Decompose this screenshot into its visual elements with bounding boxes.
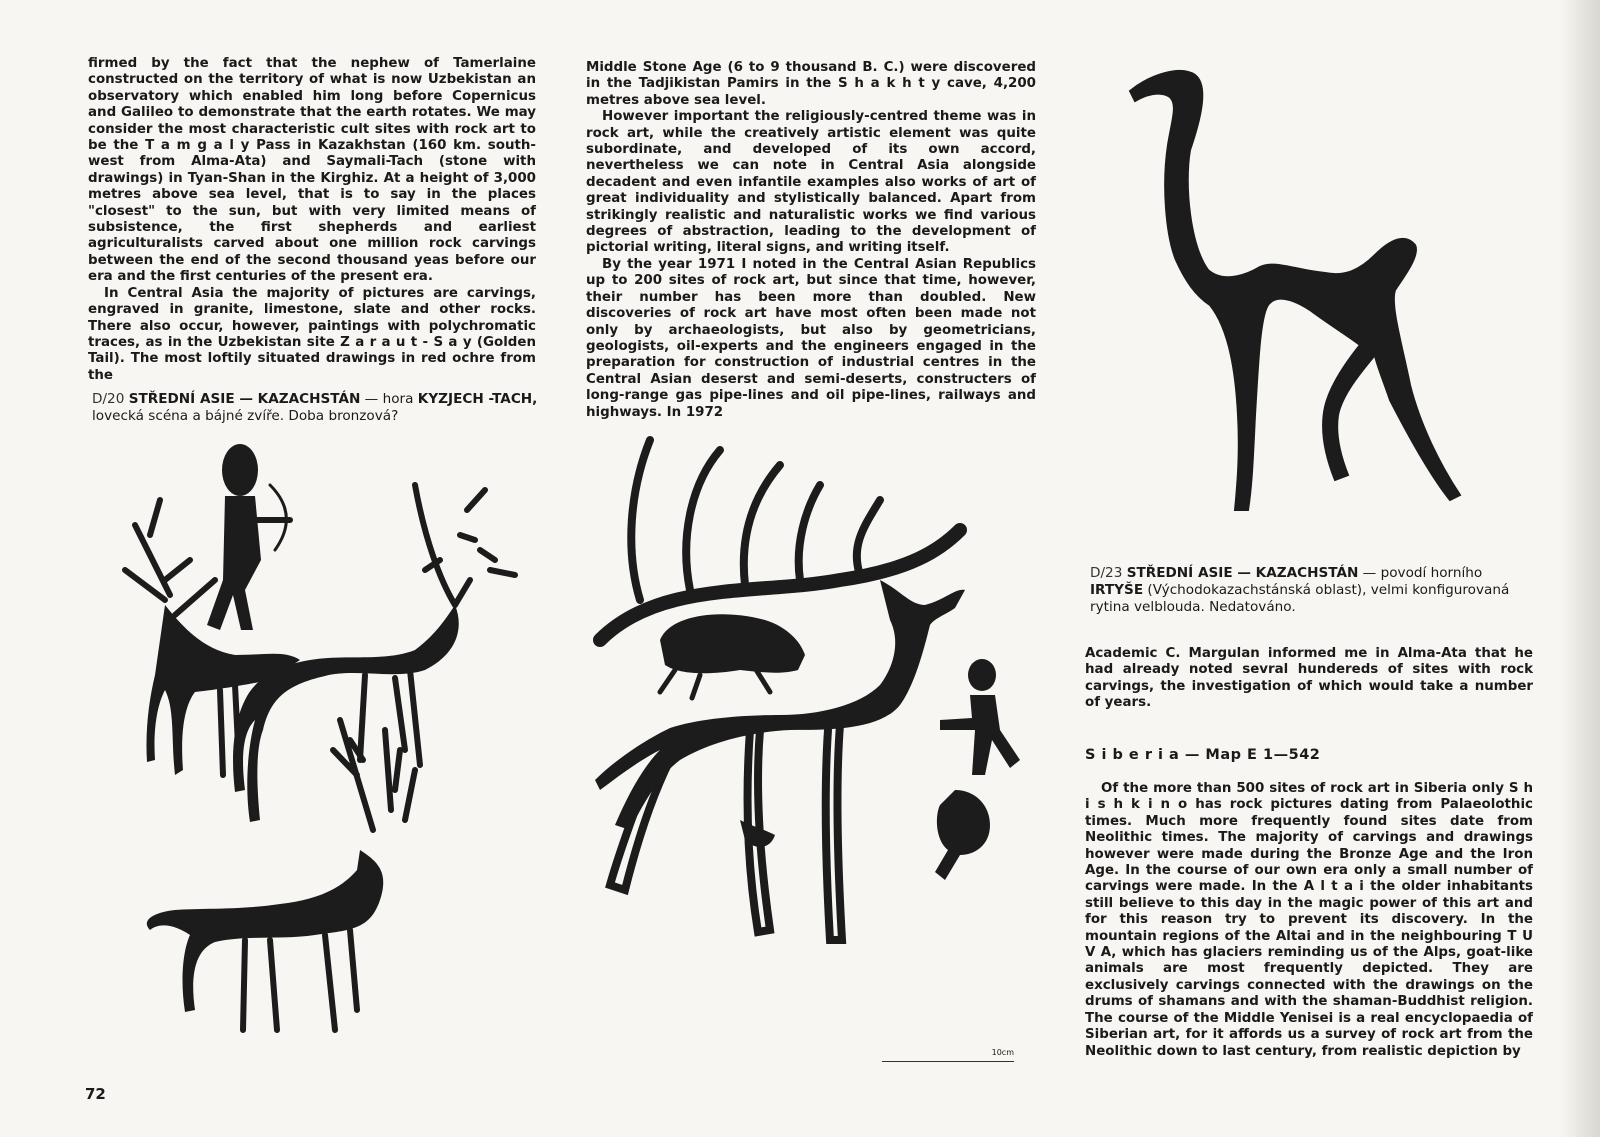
paragraph: Academic C. Margulan informed me in Alma-Ata that he had already noted sevral hundereds of sites with rock carvings, the investigation of which would take a number of years.	[1085, 646, 1533, 711]
page-edge-shadow	[1560, 0, 1600, 1137]
scale-line	[882, 1061, 1014, 1062]
paragraph: Middle Stone Age (6 to 9 thousand B. C.) were discovered in the Tadjikistan Pamirs in the S h a k h t y cave, 4,200 metres above sea level.	[586, 60, 1036, 108]
caption-site: KYZJECH -TACH,	[417, 391, 538, 407]
caption-code: D/20	[92, 391, 125, 407]
scale-bar	[882, 1048, 1014, 1066]
page-number: 72	[85, 1085, 106, 1103]
caption-text: — povodí horního	[1358, 565, 1483, 581]
caption-site: IRTYŠE	[1090, 582, 1144, 598]
paragraph: In Central Asia the majority of pictures are carvings, engraved in granite, limestone, slate and other rocks. There also occur, however, paintings with polychromatic traces, as in the Uzbekistan site Z a r a u t - S a y (Golden Tail). The most loftily situated drawings in red ochre from the	[88, 285, 536, 383]
text-column-3b	[1085, 781, 1533, 1060]
figure-caption-d20	[92, 391, 544, 425]
section-heading-siberia: S i b e r i a — Map E 1—542	[1085, 747, 1321, 763]
elk-and-beast-rock-carving	[580, 430, 1090, 970]
paragraph: firmed by the fact that the nephew of Tamerlaine constructed on the territory of what is now Uzbekistan an observatory which enabled him long before Copernicus and Galileo to demonstrate that the earth rotates. We may consider the most characteristic cult sites with rock art to be the T a m g a l y Pass in Kazakhstan (160 km. south-west from Alma-Ata) and Saymali-Tach (stone with drawings) in Tyan-Shan in the Kirghiz. At a height of 3,000 metres above sea level, that is to say in the places "closest" to the sun, but with very limited means of subsistence, the first shepherds and earliest agriculturalists carved about one million rock carvings between the end of the second thousand yeas before our era and the first centuries of the present era.	[88, 56, 536, 285]
camel-rock-carving	[1090, 55, 1550, 535]
caption-text: lovecká scéna a bájné zvíře. Doba bronzová?	[92, 408, 399, 424]
caption-text: (Východokazachstánská oblast), velmi konfigurovaná rytina velblouda. Nedatováno.	[1090, 582, 1510, 615]
caption-code: D/23	[1090, 565, 1123, 581]
text-column-2	[586, 60, 1036, 421]
caption-region: STŘEDNÍ ASIE — KAZACHSTÁN	[128, 391, 361, 407]
paragraph: By the year 1971 I noted in the Central Asian Republics up to 200 sites of rock art, but since that time, however, their number has been more than doubled. New discoveries of rock art have most often been made not only by archaeologists, but also by geometricians, geologists, oil-experts and the engineers engaged in the preparation for construction of industrial centres in the Central Asian deserst and semi-deserts, constructers of long-range gas pipe-lines and oil pipe-lines, railways and highways. In 1972	[586, 256, 1036, 420]
caption-region: STŘEDNÍ ASIE — KAZACHSTÁN	[1126, 565, 1359, 581]
paragraph: Of the more than 500 sites of rock art in Siberia only S h i s h k i n o has rock pictures dating from Palaeolothic times. Much more frequently found sites date from Neolithic times. The majority of carvings and drawings however were made during the Bronze Age and the Iron Age. In the course of our own era only a small number of carvings were made. In the A l t a i the older inhabitants still believe to this day in the magic power of this art and for this reason try to prevent its discovery. In the mountain regions of the Altai and in the neighbouring T U V A, which has glaciers reminding us of the Alps, goat-like animals are most frequently depicted. They are exclusively carvings connected with the drawings on the drums of shamans and with the shaman-Buddhist religion. The course of the Middle Yenisei is a real encyclopaedia of Siberian art, for it affords us a survey of rock art from the Neolithic down to last century, from realistic depiction by	[1085, 781, 1533, 1059]
text-column-1	[88, 56, 536, 384]
hunting-scene-rock-carving	[95, 430, 540, 1050]
scale-label: 10cm	[991, 1048, 1014, 1057]
paragraph: However important the religiously-centred theme was in rock art, while the creatively artistic element was quite subordinate, and developed of its own accord, nevertheless we can note in Central Asia alongside decadent and even infantile examples also works of art of great individuality and stylistically balanced. Apart from strikingly realistic and naturalistic works we find various degrees of abstraction, leading to the development of pictorial writing, literal signs, and writing itself.	[586, 109, 1036, 256]
figure-caption-d23	[1090, 565, 1535, 616]
text-column-3	[1085, 646, 1533, 712]
caption-text: — hora	[360, 391, 418, 407]
